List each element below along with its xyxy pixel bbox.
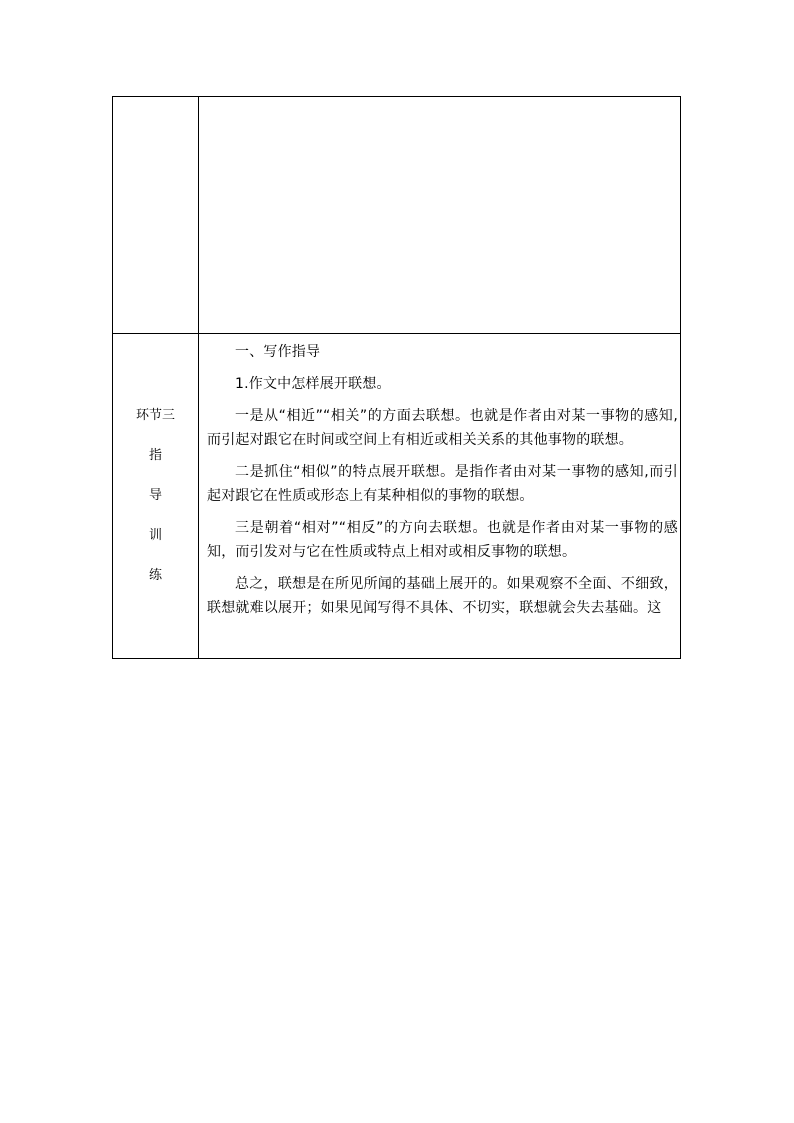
stage-label: 环节三 [135,408,175,423]
section-heading: 一、写作指导 [235,344,321,360]
empty-content-cell [199,97,681,334]
paragraph: 二是抓住“相似”的特点展开联想。是指作者由对某一事物的感知,而引起对跟它在性质或形态上有某种相似的事物的联想。 [207,464,678,504]
stage-char: 练 [148,568,162,583]
paragraph: 总之，联想是在所见所闻的基础上展开的。如果观察不全面、不细致，联想就难以展开；如果见闻写得不具体、不切实，联想就会失去基础。这 [207,576,678,616]
subheading: 1.作文中怎样展开联想。 [235,376,391,392]
empty-left-cell [113,97,199,334]
stage-char: 训 [148,528,162,543]
table-row-guidance [113,334,681,659]
guidance-content-cell [199,334,681,659]
lesson-table [112,96,681,659]
stage-char: 导 [148,488,162,503]
stage-char: 指 [148,448,162,463]
paragraph: 一是从“相近”“相关”的方面去联想。也就是作者由对某一事物的感知,而引起对跟它在时间或空间上有相近或相关关系的其他事物的联想。 [207,408,678,448]
paragraph: 三是朝着“相对”“相反”的方向去联想。也就是作者由对某一事物的感知，而引发对与它在性质或特点上相对或相反事物的联想。 [207,520,678,560]
table-row-empty [113,97,681,334]
stage-label-cell [113,334,199,659]
